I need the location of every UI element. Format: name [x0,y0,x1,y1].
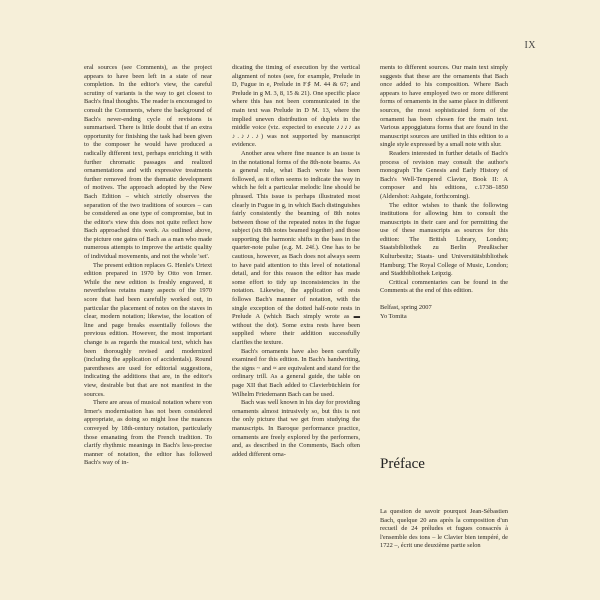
signoff-author: Yo Tomita [380,312,407,320]
signoff-place-date: Belfast, spring 2007 [380,304,432,312]
paragraph: The editor wishes to thank the following institutions for allowing him to consult the manuscripts in their care and for permitting the use of these manuscripts as sources for this edition: The British Library, London; Staatsbibliothek zu Berlin Preußischer Kulturbesitz; Staats- und Universitätsbibliothek Hamburg; The Royal College of Music, London; and Stadtbibliothek Leipzig. [380,201,508,278]
text-column-1 [84,64,212,468]
paragraph: There are areas of musical notation where von Irmer's modernisation has not been considered appropriate, as doing so might lose the nuances conveyed by 18th-century notation, particularly those emanating from the French tradition. To clarify rhythmic meanings in Bach's less-precise manner of notation, the editor has followed Bach's way of in- [84,399,212,467]
paragraph: Another area where fine nuance is an issue is in the notational forms of the 8th-note beams. As a general rule, what Bach wrote has been followed, as it often seems to indicate the way in which he felt a particular melodic line should be phrased. This issue is perhaps illustrated most clearly in Fugue in g, in which Bach distinguishes fairly consistently the beaming of 8th notes between those of the repeated notes in the fugue subject (six 8th notes beamed together) and those supporting the harmonic shifts in the bass in the quarter-note pulse (e.g. M. 24f.). One has to be cautious, however, as Bach does not always seem to have paid attention to this level of notational detail, and for this reason the editor has made some effort to tidy up inconsistencies in the notation. Likewise, the application of rests follows Bach's manner of notation, with the single exception of the dotted half-note rests in Prelude A (which Bach simply wrote as ▬ without the dot). Some extra rests have been supplied where their addition successfully clarifies the texture. [232,149,360,346]
paragraph: Readers interested in further details of Bach's process of revision may consult the author's monograph The Genesis and Early History of Bach's Well-Tempered Clavier, Book II: A composer and his editions, c.1738–1850 (Aldershot: Ashgate, forthcoming). [380,149,508,200]
preface-heading: Préface [380,456,425,472]
paragraph: eral sources (see Comments), as the project appears to have been left in a state of near completion. In the editor's view, the careful scrutiny of variants is the way to get closest to Bach's final thoughts. The reader is encouraged to consult the Comments, where the background of Bach's never-ending cycle of revisions is summarised. There is little doubt that if an extra opportunity for finishing the task had been given to the composer he would have produced a radically different text, perhaps enriching it with further chromatic passages and realized ornamentations and with expressive treatments further removed from the thematic development of motives. The approach adopted by the New Bach Edition – which strictly observes the separation of the two traditions of sources – can be considered as one type of compromise, but in the editor's view this does not quite reflect how Bach approached this work. As outlined above, the picture one gains of Bach as a man who made numerous attempts to improve the artistic quality of individual movements, and not the whole 'set'. [84,64,212,261]
paragraph: Bach's ornaments have also been carefully examined for this edition. In Bach's handwriting, the signs ~ and ≈ are equivalent and stand for the ordinary trill. As a general guide, the table on page XII that Bach added to Clavierbüchlein for Wilhelm Friedemann Bach can be used. [232,347,360,398]
preface-paragraph: La question de savoir pourquoi Jean-Sébastien Bach, quelque 20 ans après la composition d'un recueil de 24 préludes et fugues consacrés à l'ensemble des tons – le Clavier bien tempéré, de 1722 –, écrit une deuxième partie selon [380,508,508,550]
paragraph: Critical commentaries can be found in the Comments at the end of this edition. [380,278,508,295]
text-column-2 [232,64,360,459]
text-column-3 [380,64,508,348]
preface-column [380,508,508,588]
paragraph: Bach was well known in his day for providing ornaments almost intrusively so, but this is not the only picture that we get from studying the manuscripts. In Baroque performance practice, ornaments are freely explored by the performers, and, as described in the Comments, Bach often added different orna- [232,399,360,458]
paragraph: The present edition replaces G. Henle's Urtext edition prepared in 1970 by Otto von Irmer. While the new edition is freshly engraved, it nevertheless retains many aspects of the 1970 score that had been carefully worked out, in particular the placement of notes on the staves in clear, modern notation; likewise, the location of line and page breaks essentially follows the previous edition. However, the most important change is as regards the musical text, which has been thoroughly revised and modernized (including the application of accidentals). Round parentheses are used for editorial suggestions, indicating the additions that are, in the editor's view, desirable but that are not manifest in the sources. [84,261,212,398]
page-number: IX [524,40,536,51]
signoff [380,304,508,321]
paragraph: ments to different sources. Our main text simply suggests that these are the ornaments that Bach once added to his composition. Where Bach appears to have employed two or more different forms of ornaments in the same place in different sources, the most sophisticated form of the ornament has been chosen for the main text. Various appoggiatura forms that are found in the manuscript sources are unified in this edition to a single style expressed by a small note with slur. [380,64,508,149]
paragraph: dicating the timing of execution by the vertical alignment of notes (see, for example, Prelude in D, Fugue in e, Prelude in F♯ M. 44 & 67; and Prelude in g M. 3, 8, 15 & 21). One specific place where this has not been communicated in the main text was Prelude in D M. 13, where the implied uneven distribution of duplets in the middle voice (viz. expected to execute ♪♪♪♪ as ♪.♪♪.♪) was not supported by manuscript evidence. [232,64,360,149]
